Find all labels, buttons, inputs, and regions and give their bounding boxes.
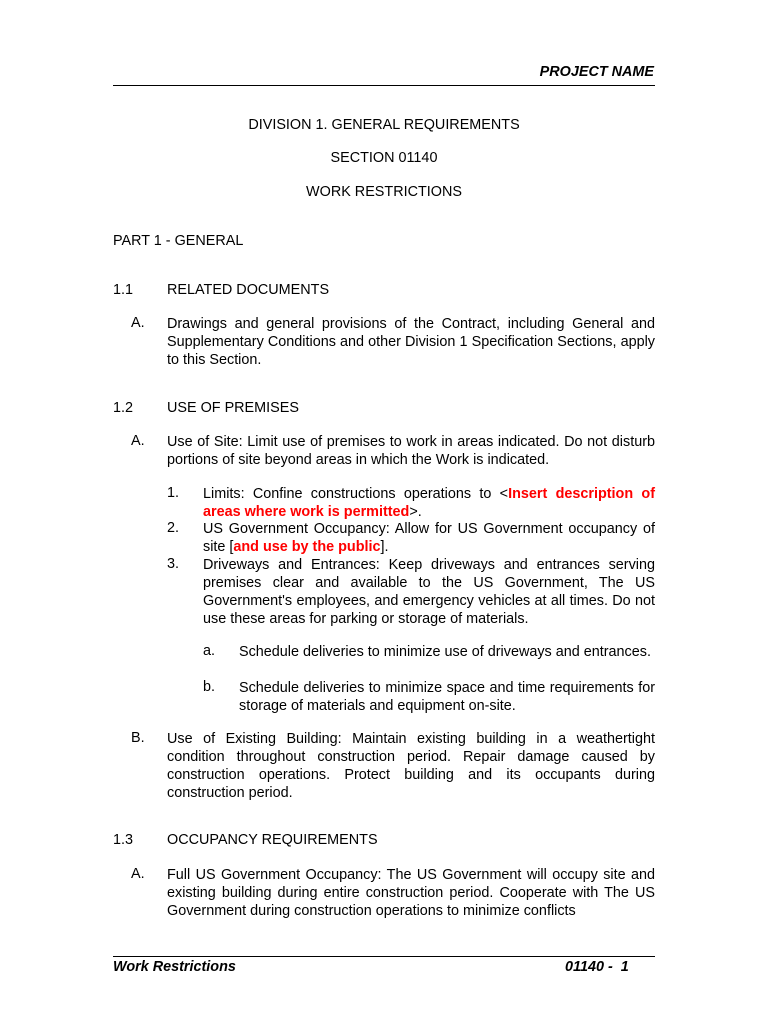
list-item-text: US Government Occupancy: Allow for US Government occupancy of site [and use by the public]. [203, 521, 655, 555]
article-number: 1.1 [113, 282, 134, 298]
list-item-text: Limits: Confine constructions operations to <Insert description of areas where work is permitted>. [203, 486, 656, 520]
division-title: DIVISION 1. GENERAL REQUIREMENTS [248, 117, 520, 133]
section-number: SECTION 01140 [330, 150, 438, 166]
paragraph-label: A. [131, 315, 145, 331]
article-title: OCCUPANCY REQUIREMENTS [167, 832, 378, 848]
list-item-number: 2. [167, 520, 180, 536]
paragraph-text: Drawings and general provisions of the Contract, including General and Supplementary Conditions and other Division 1 Specification Sections, apply to this Section. [167, 316, 655, 368]
subitem-text: Schedule deliveries to minimize use of driveways and entrances. [239, 644, 651, 660]
paragraph-text: Full US Government Occupancy: The US Government will occupy site and existing building during entire construction period. Cooperate with The US Government during construction operations to minimize conflicts [167, 867, 655, 919]
section-title: WORK RESTRICTIONS [306, 184, 462, 200]
part-heading: PART 1 - GENERAL [113, 233, 244, 249]
list-item-text: Driveways and Entrances: Keep driveways and entrances serving premises clear and available to the US Government, The US Government's employees, and emergency vehicles at all times. Do not use these areas for parking or storage of materials. [203, 557, 655, 627]
subitem-label: a. [203, 643, 216, 659]
article-number: 1.3 [113, 832, 134, 848]
page-number: 01140 - 1 [565, 959, 629, 975]
article-title: RELATED DOCUMENTS [167, 282, 330, 298]
paragraph-label: A. [131, 433, 145, 449]
paragraph-label: A. [131, 866, 145, 882]
footer-title: Work Restrictions [113, 959, 236, 975]
article-number: 1.2 [113, 400, 134, 416]
footer-rule [113, 956, 655, 957]
paragraph-label: B. [131, 730, 145, 746]
subitem-label: b. [203, 679, 216, 695]
list-item-number: 3. [167, 556, 180, 572]
placeholder-text: and use by the public [233, 539, 381, 555]
paragraph-text: Use of Existing Building: Maintain existing building in a weathertight condition throughout construction period. Repair damage caused by construction operations. Protect building and its occupants during construction period. [167, 731, 655, 801]
article-title: USE OF PREMISES [167, 400, 299, 416]
paragraph-text: Use of Site: Limit use of premises to work in areas indicated. Do not disturb portions of site beyond areas in which the Work is indicated. [167, 434, 655, 468]
project-name-header: PROJECT NAME [539, 64, 654, 80]
placeholder-text: Insert description of areas where work is permitted [203, 486, 656, 520]
header-rule [113, 85, 655, 86]
list-item-number: 1. [167, 485, 180, 501]
subitem-text: Schedule deliveries to minimize space and time requirements for storage of materials and equipment on-site. [239, 680, 655, 714]
